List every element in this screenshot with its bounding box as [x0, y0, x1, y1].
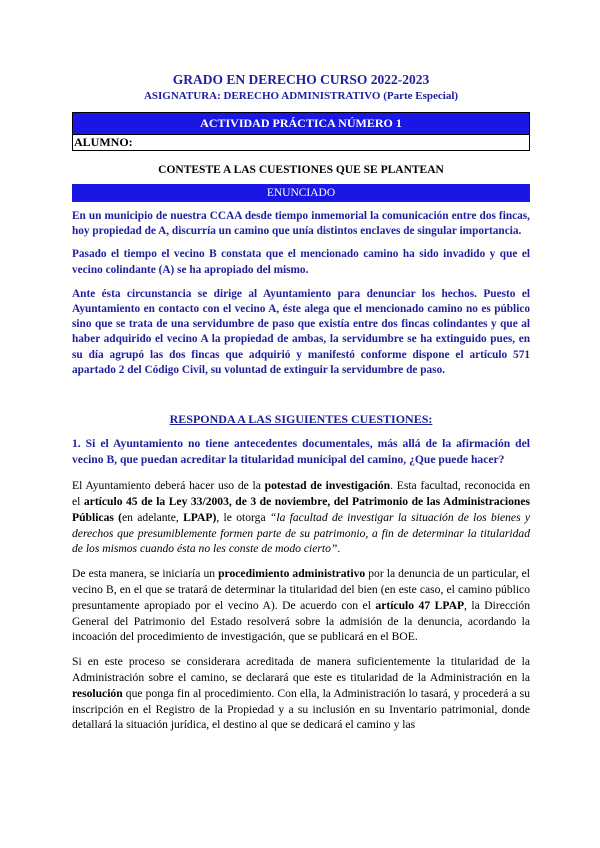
- statement-paragraph: Pasado el tiempo el vecino B constata que el mencionado camino ha sido invadido y que el vecino colindante (A) se ha apropiado del mismo.: [72, 248, 530, 276]
- answer-paragraph: Si en este proceso se considerara acreditada de manera suficientemente la titularidad de la Administración sobre el camino, se declarará que este es titularidad de la Administración en la resolución que ponga fin al procedimiento. Con ella, la Administración lo tasará, y procederá a su inscripción en el Registro de la Propiedad y a su inclusión en su Inventario patrimonial, donde detallará la situación jurídica, el destino al que se dedicará el camino y las: [72, 655, 530, 732]
- question-1: 1. Si el Ayuntamiento no tiene antecedentes documentales, más allá de la afirmación del vecino B, que puedan acreditar la titularidad municipal del camino, ¿Que puede hacer?: [72, 437, 530, 466]
- questions-heading: RESPONDA A LAS SIGUIENTES CUESTIONES:: [169, 412, 433, 427]
- subject-subtitle: ASIGNATURA: DERECHO ADMINISTRATIVO (Parte Especial): [143, 90, 459, 102]
- activity-heading: ACTIVIDAD PRÁCTICA NÚMERO 1: [73, 113, 529, 134]
- document-page: [72, 72, 530, 733]
- answer-paragraph: El Ayuntamiento deberá hacer uso de la potestad de investigación. Esta facultad, reconocida en el artículo 45 de la Ley 33/2003, de 3 de noviembre, del Patrimonio de las Administraciones Públicas (en adelante, LPAP), le otorga “la facultad de investigar la situación de los bienes y derechos que presumiblemente formen parte de su patrimonio, a fin de determinar la titularidad de los mismos cuando ésta no les conste de modo cierto”.: [72, 479, 531, 556]
- activity-table: [72, 112, 530, 151]
- answer-paragraph: De esta manera, se iniciaría un procedimiento administrativo por la denuncia de un particular, el vecino B, en el que se tratará de determinar la titularidad del bien (en este caso, el camino público presuntamente apropiado por el vecino A). De acuerdo con el artículo 47 LPAP, la Dirección General del Patrimonio del Estado resolverá sobre la admisión de la denuncia, acordando la incoación del procedimiento de investigación, que se publicará en el BOE.: [72, 567, 530, 644]
- statement-heading: ENUNCIADO: [72, 184, 530, 202]
- student-label: ALUMNO:: [73, 134, 529, 150]
- course-title: GRADO EN DERECHO CURSO 2022-2023: [172, 72, 430, 87]
- instruction: CONTESTE A LAS CUESTIONES QUE SE PLANTEAN: [158, 164, 444, 176]
- statement-paragraph: En un municipio de nuestra CCAA desde tiempo inmemorial la comunicación entre dos fincas, hoy propiedad de A, discurría un camino que unía distintos enclaves de singular importancia.: [72, 210, 530, 238]
- statement-paragraph: Ante ésta circunstancia se dirige al Ayuntamiento para denunciar los hechos. Puesto el Ayuntamiento en contacto con el vecino A, éste alega que el mencionado camino no es público sino que se trata de una servidumbre de paso que existía entre dos fincas colindantes y que al haber adquirido el vecino A la propiedad de ambas, la servidumbre se ha extinguido pues, en su día agrupó las dos fincas que adquirió y manifestó conforme dispone el artículo 571 apartado 2 del Código Civil, su voluntad de extinguir la servidumbre de paso.: [72, 287, 530, 376]
